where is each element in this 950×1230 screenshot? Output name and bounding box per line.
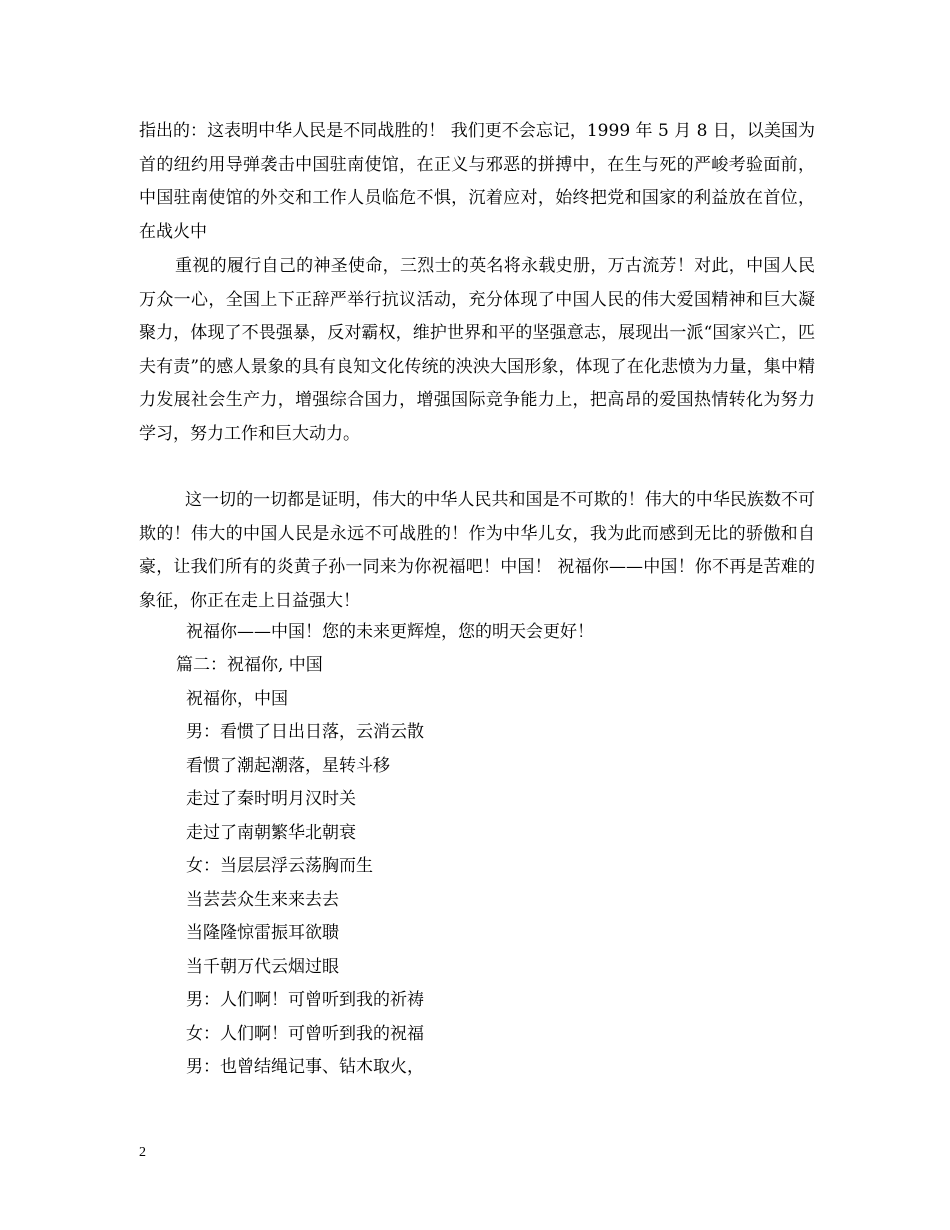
poem-line: 当芸芸众生来来去去	[186, 890, 339, 910]
poem-line: 走过了南朝繁华北朝衰	[186, 823, 356, 843]
poem-line: 当千朝万代云烟过眼	[186, 957, 339, 977]
paragraph-3: 这一切的一切都是证明，伟大的中华人民共和国是不可欺的！伟大的中华民族数不可欺的！伟大的中国人民是永远不可战胜的！作为中华儿女，我为此而感到无比的骄傲和自豪，让我们所有的炎黄子孙一同来为你祝福吧！中国！ 祝福你——中国！你不再是苦难的象征，你正在走上日益强大！	[139, 490, 815, 611]
blessing-line: 祝福你——中国！您的未来更辉煌，您的明天会更好！	[186, 622, 594, 642]
poem-line: 当隆隆惊雷振耳欲聩	[186, 923, 339, 943]
poem-title: 祝福你，中国	[186, 689, 288, 709]
poem-line: 男：也曾结绳记事、钻木取火，	[186, 1057, 424, 1077]
poem-line: 男：人们啊！可曾听到我的祈祷	[186, 990, 424, 1010]
poem-line: 男：看惯了日出日落，云消云散	[186, 722, 424, 742]
poem-line: 走过了秦时明月汉时关	[186, 789, 356, 809]
section-heading: 篇二：祝福你, 中国	[176, 655, 323, 675]
poem-line: 看惯了潮起潮落，星转斗移	[186, 756, 390, 776]
poem-line: 女：人们啊！可曾听到我的祝福	[186, 1024, 424, 1044]
poem-line: 女：当层层浮云荡胸而生	[186, 856, 373, 876]
paragraph-2: 重视的履行自己的神圣使命，三烈士的英名将永载史册，万古流芳！对此，中国人民万众一心，全国上下正辞严举行抗议活动，充分体现了中国人民的伟大爱国精神和巨大凝聚力，体现了不畏强暴，反对霸权，维护世界和平的坚强意志，展现出一派“国家兴亡，匹夫有责”的感人景象的具有良知文化传统的泱泱大国形象，体现了在化悲愤为力量，集中精力发展社会生产力，增强综合国力，增强国际竞争能力上，把高昂的爱国热情转化为努力学习，努力工作和巨大动力。	[139, 256, 815, 444]
page-number: 2	[139, 1145, 146, 1160]
paragraph-1: 指出的：这表明中华人民是不同战胜的！ 我们更不会忘记，1999 年 5 月 8 日，以美国为首的纽约用导弹袭击中国驻南使馆，在正义与邪恶的拼搏中，在生与死的严峻考验面前，中国驻南使馆的外交和工作人员临危不惧，沉着应对，始终把党和国家的利益放在首位，在战火中	[139, 121, 815, 242]
